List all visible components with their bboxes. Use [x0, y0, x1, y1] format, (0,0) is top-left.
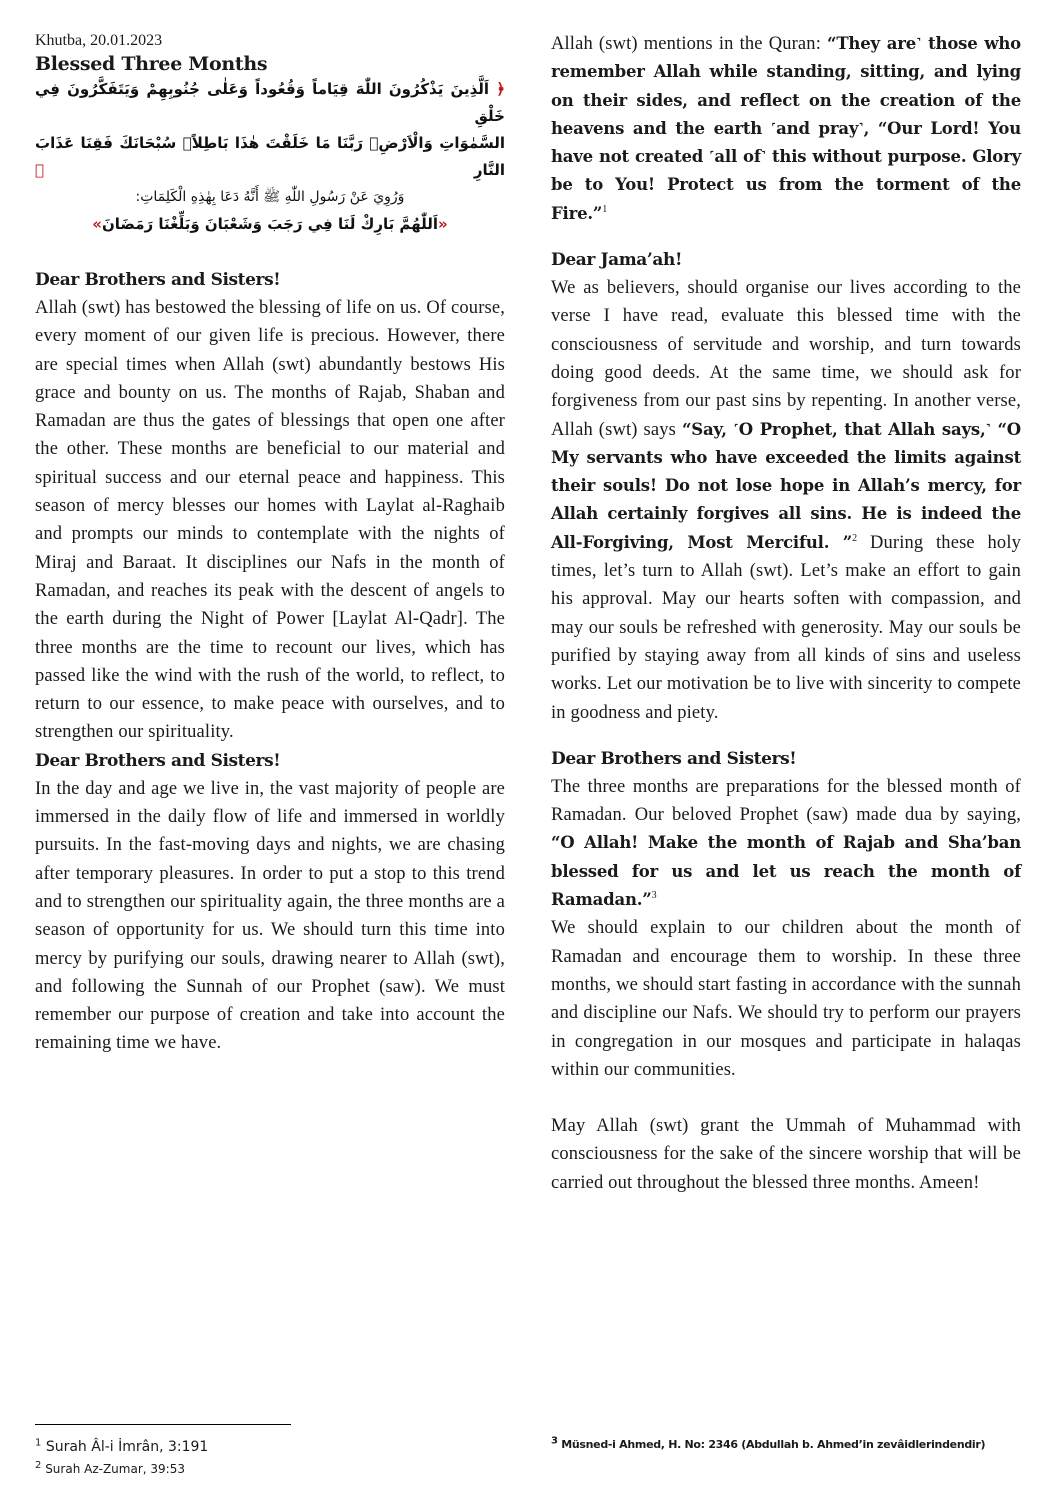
dua-close-quote-icon: »: [92, 215, 102, 233]
section-heading: Dear Brothers and Sisters!: [35, 750, 281, 771]
footnote-ref: 2: [852, 532, 858, 544]
paragraph: In the day and age we live in, the vast majority of people are immersed in the daily flow of life and immersed in worldly pursuits. In the fast-moving days and nights, we are chasing after temporary pleasures. In order to put a stop to this trend and to strengthen our spirituality again, the three months are a season of opportunity for us. We should turn this time into mercy by purifying our souls, drawing nearer to Allah (swt), and following the Sunnah of our Prophet (saw). We must remember our purpose of creation and take into account the remaining time we have.: [35, 778, 505, 1054]
right-column: [551, 30, 1021, 1197]
arabic-narration: وَرُوِيَ عَنْ رَسُولِ اللّٰهِ ﷺ أَنَّهُ دَعَا بِهٰذِهِ الْكَلِمَاتِ:: [135, 189, 405, 205]
open-bracket-icon: ﴿: [496, 80, 505, 98]
footnote-2: $^2$ Surah Az-Zumar, 39:53: [35, 1460, 185, 1476]
arabic-verse-line-1: ﴿ اَلَّذِينَ يَذْكُرُونَ اللّٰهَ قِيَاماً وَقُعُوداً وَعَلٰى جُنُوبِهِمْ وَيَتَفَكَّرُونَ فِي خَلْقِ: [35, 80, 505, 125]
page-title: Blessed Three Months: [35, 53, 268, 75]
section-heading: Dear Brothers and Sisters!: [551, 748, 797, 769]
paragraph: We should explain to our children about the month of Ramadan and encourage them to worship. In these three months, we should start fasting in accordance with the sunnah and discipline our Nafs. We should try to perform our prayers in congregation in our mosques and participate in halaqas within our communities.: [551, 918, 1021, 1080]
footnote-3: $^3$ Müsned-i Ahmed, H. No: 2346 (Abdullah b. Ahmed’in zevâidlerindendir): [551, 1435, 986, 1451]
hadith-quote: “O Allah! Make the month of Rajab and Sha’ban blessed for us and let us reach the month of Ramadan.”: [551, 833, 1021, 910]
quran-quote: “They are˺ those who remember Allah while standing, sitting, and lying on their sides, and reflect on the creation of the heavens and the earth ˹and pray˺, “Our Lord! You have not created ˹all of˺ this without purpose. Glory be to You! Protect us from the torment of the Fire.”: [551, 34, 1021, 223]
arabic-verse-block: [35, 76, 505, 238]
dua-open-quote-icon: «: [438, 215, 448, 233]
section-heading: Dear Jama’ah!: [551, 250, 683, 271]
left-column: [35, 30, 505, 1058]
footnotes-right: [551, 1436, 1031, 1454]
paragraph: Allah (swt) has bestowed the blessing of life on us. Of course, every moment of our given life is precious. However, there are special times when Allah (swt) abundantly bestows His grace and bounty on us. The months of Rajab, Shaban and Ramadan are thus the gates of blessings that open one after the other. These months are beneficial to our material and spiritual success and our eternal peace and happiness. This season of mercy blesses our homes with Laylat al-Raghaib and prompts our minds to contemplate with the nights of Miraj and Baraat. It disciplines our Nafs in the month of Ramadan, and reaches its peak with the descent of angels to the earth during the Night of Power [Laylat Al-Qadr]. The three months are the time to recount our lives, which has passed like the wind with the rush of the world, to reflect, to return to our essence, to make peace with ourselves, and to strengthen our spirituality.: [35, 298, 505, 743]
arabic-dua: «اَللّٰهُمَّ بَارِكْ لَنَا فِي رَجَبَ وَشَعْبَانَ وَبَلِّغْنَا رَمَضَانَ»: [92, 215, 448, 233]
footnote-ref: 3: [651, 889, 657, 901]
closing-dua-paragraph: May Allah (swt) grant the Ummah of Muhammad with consciousness for the sake of the sincere worship that will be carried out throughout the blessed three months. Ameen!: [551, 1116, 1021, 1193]
footnote-divider: [35, 1424, 291, 1425]
section-heading: Dear Brothers and Sisters!: [35, 270, 281, 290]
quran-quote: “Say, ˹O Prophet, that Allah says,˺ “O My servants who have exceeded the limits against their souls! Do not lose hope in Allah’s mercy, for Allah certainly forgives all sins. He is indeed the All-Forgiving, Most Merciful. ”: [551, 419, 1021, 552]
footnote-ref: 1: [602, 203, 608, 215]
footnotes-left: [35, 1436, 435, 1480]
close-bracket-icon: ﴾: [35, 161, 45, 179]
arabic-verse-line-2: السَّمٰوَاتِ وَالْاَرْضِۚ رَبَّنَا مَا خَلَقْتَ هٰذَا بَاطِلاًۚ سُبْحَانَكَ فَقِنَا عَذَابَ النَّارِ ﴾: [35, 134, 505, 179]
paragraph: We as believers, should organise our lives according to the verse I have read, evaluate this blessed time with the consciousness of servitude and worship, and turn towards doing good deeds. At the same time, we should ask for forgiveness from our past sins by repenting. In another verse, Allah (swt) says “Say, ˹O Prophet, that Allah says,˺ “O My servants who have exceeded the limits against their souls! Do not lose hope in Allah’s mercy, for Allah certainly forgives all sins. He is indeed the All-Forgiving, Most Merciful. ”$^2$ During these holy times, let’s turn to Allah (swt). Let’s make an effort to gain his approval. May our hearts soften with compassion, and may our souls be refreshed with generosity. May our souls be purified by staying away from all kinds of sins and useless works. Let our motivation be to live with sincerity to compete in goodness and piety.: [551, 278, 1022, 723]
khutba-date: Khutba, 20.01.2023: [35, 32, 163, 49]
paragraph: The three months are preparations for the blessed month of Ramadan. Our beloved Prophet (saw) made dua by saying, “O Allah! Make the month of Rajab and Sha’ban blessed for us and let us reach the month of Ramadan.”$^3$: [551, 776, 1021, 910]
quran-quote-paragraph: Allah (swt) mentions in the Quran: “They are˺ those who remember Allah while standing, sitting, and lying on their sides, and reflect on the creation of the heavens and the earth ˹and pray˺, “Our Lord! You have not created ˹all of˺ this without purpose. Glory be to You! Protect us from the torment of the Fire.”$^1$: [551, 34, 1021, 223]
footnote-1: $^1$ Surah Âl-i İmrân, 3:191: [35, 1437, 209, 1455]
